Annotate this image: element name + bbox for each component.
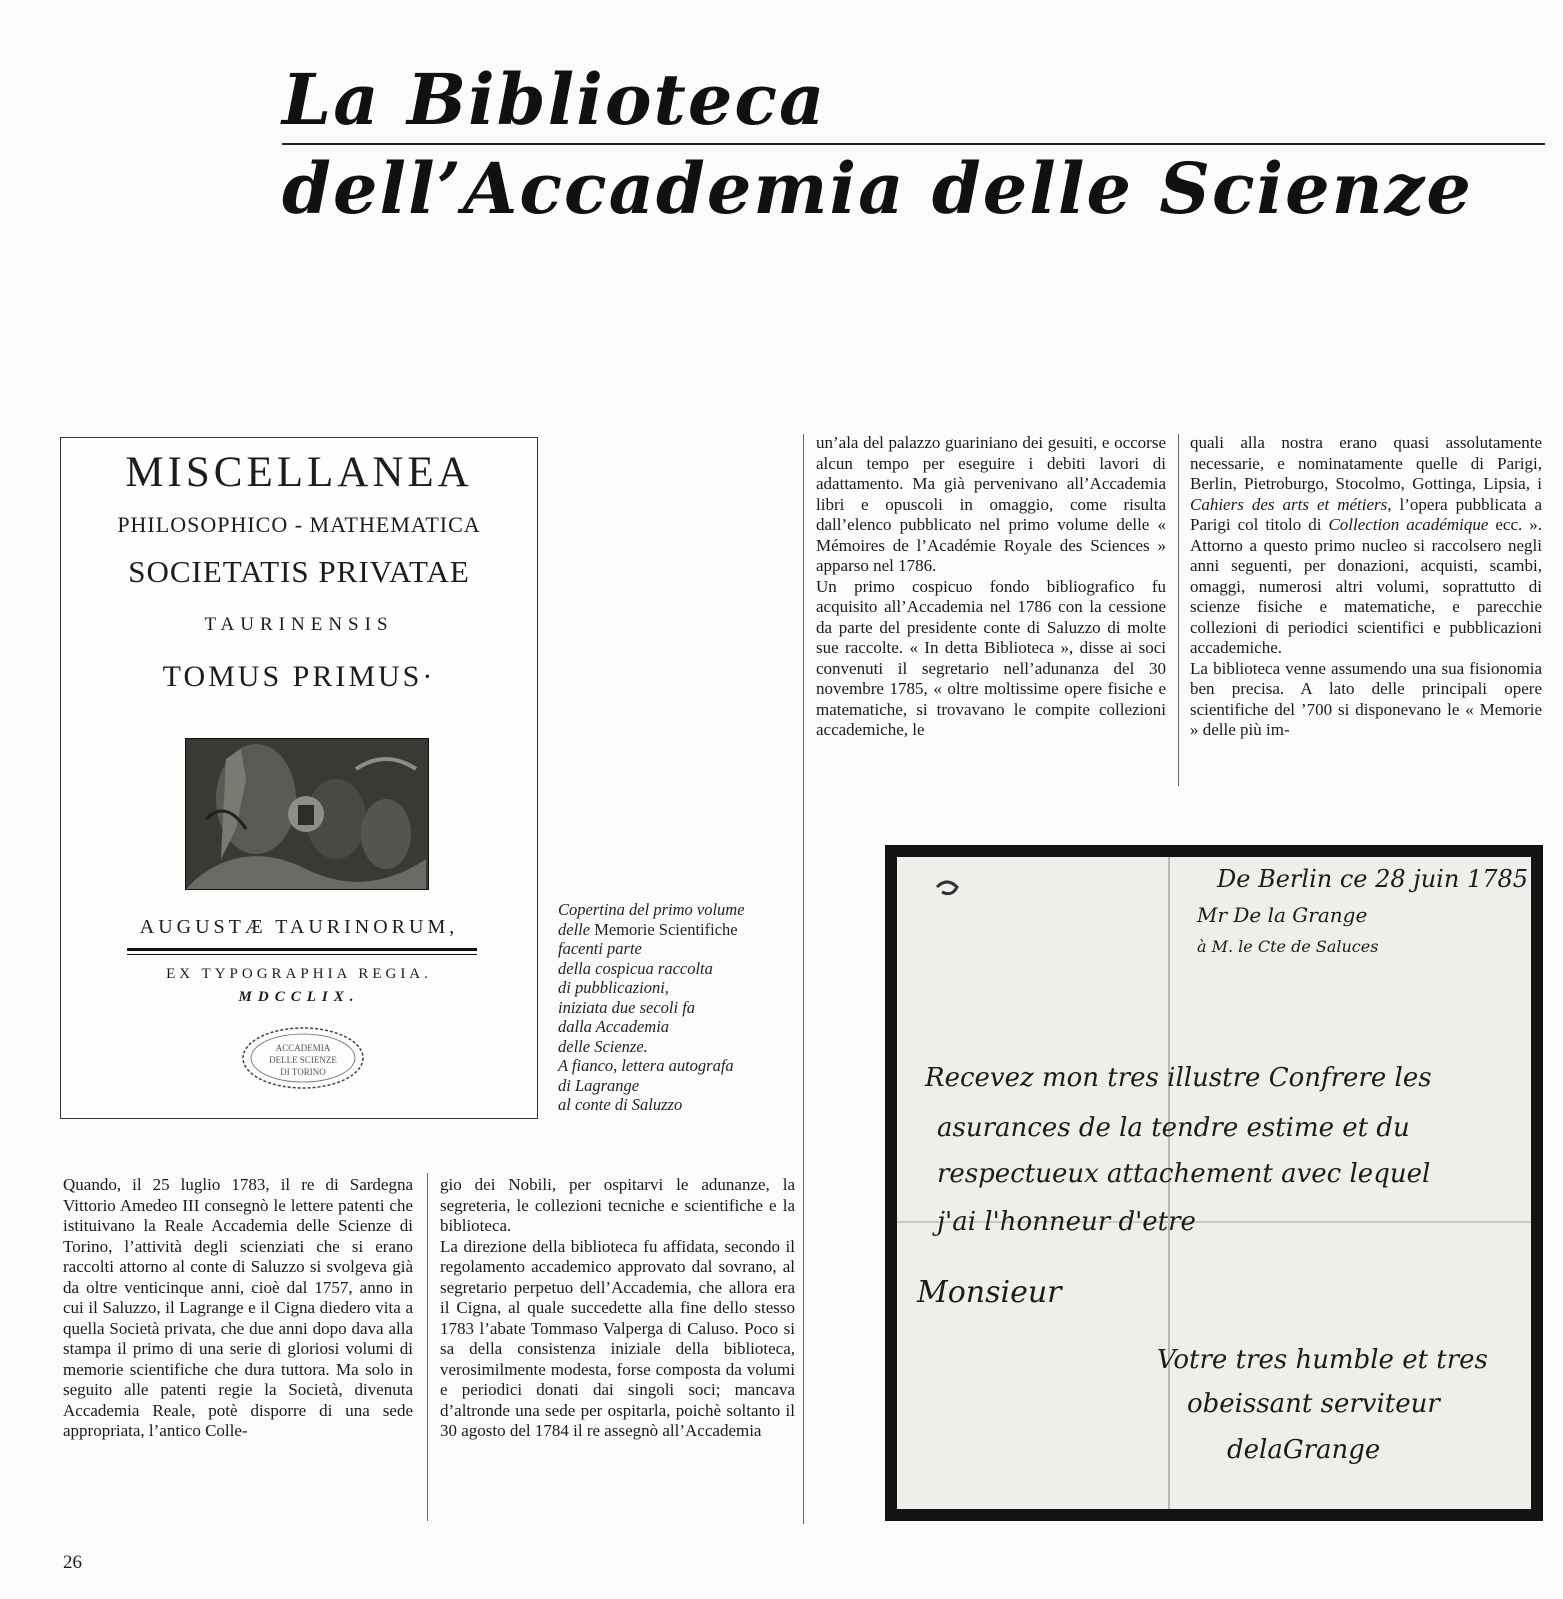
cover-rule-thin	[127, 954, 477, 955]
text-column-2	[440, 1175, 795, 1442]
book-cover-image	[60, 437, 538, 1119]
cover-imprint-place: AUGUSTÆ TAURINORUM,	[139, 916, 459, 938]
paragraph: Un primo cospicuo fondo bibliografico fu acquisito all’Accademia nel 1786 con la cessione da parte del presidente conte di Saluzzo di molte sue raccolte. « In detta Biblioteca », disse ai soci convenuti il segretario nell’adunanza del 30 novembre 1785, « oltre moltissime opere fisiche e matematiche, si trovavano le compite collezioni accademiche, le	[816, 576, 1166, 739]
letter-body-line: j'ai l'honneur d'etre	[937, 1207, 1196, 1237]
letter-closing-line: obeissant serviteur	[1187, 1389, 1440, 1419]
caption-line: al conte di Saluzzo	[558, 1095, 683, 1114]
letter-closing-line: Votre tres humble et tres	[1157, 1345, 1488, 1375]
cover-subtitle: PHILOSOPHICO - MATHEMATICA	[117, 512, 481, 537]
cover-volume: TOMUS PRIMUS·	[162, 660, 436, 693]
paragraph: gio dei Nobili, per ospitarvi le adunanze, la segreteria, le collezioni tecniche e scientifiche e la biblioteca.	[440, 1175, 795, 1235]
svg-text:ACCADEMIA: ACCADEMIA	[275, 1043, 331, 1053]
caption-line: delle Scienze.	[558, 1036, 648, 1056]
letter-paper	[897, 857, 1531, 1509]
engraving-illustration	[185, 738, 429, 890]
caption-line: A fianco, lettera autografa	[558, 1056, 734, 1075]
caption-line: Copertina del primo volume	[558, 900, 745, 919]
cover-rule	[127, 948, 477, 951]
paragraph: La biblioteca venne assumendo una sua fisionomia ben precisa. A lato delle principali opere scientifiche del ’700 si disponevano le « Memorie » delle più im-	[1190, 658, 1542, 739]
caption-line: dalla Accademia	[558, 1017, 670, 1036]
caption-line: iniziata due secoli fa	[558, 997, 696, 1017]
column-divider	[1178, 434, 1179, 786]
letter-recipient: à M. le Cte de Saluces	[1197, 937, 1379, 956]
letter-signature: delaGrange	[1227, 1435, 1381, 1465]
letter-body-line: respectueux attachement avec lequel	[937, 1159, 1431, 1189]
cover-printer: EX TYPOGRAPHIA REGIA.	[166, 966, 432, 982]
column-divider	[427, 1173, 428, 1521]
figure-caption	[558, 900, 788, 1115]
article-title-line2: dell’Accademia delle Scienze	[282, 143, 1545, 230]
caption-line: facenti parte	[558, 939, 642, 958]
svg-text:DI TORINO: DI TORINO	[280, 1067, 326, 1077]
letter-date: De Berlin ce 28 juin 1785	[1217, 865, 1529, 893]
letter-address: Monsieur	[917, 1275, 1062, 1310]
letter-body-line: Recevez mon tres illustre Confrere les	[925, 1063, 1432, 1093]
caption-line: delle Memorie Scientifiche	[558, 919, 738, 939]
paragraph: quali alla nostra erano quasi assolutamente necessarie, e nominatamente quelle di Parigi, Berlin, Pietroburgo, Stocolmo, Gottinga, Lipsia, i Cahiers des arts et métiers, l’opera pubblicata a Parigi col titolo di Collection académique ecc. ». Attorno a questo primo nucleo si raccolsero negli anni seguenti, per donazioni, acquisti, scambi, omaggi, numerosi altri volumi, soprattutto di scienze fisiche e matematiche, e parecchie collezioni di periodici scientifici e pubblicazioni accademiche.	[1190, 433, 1542, 657]
handwritten-letter-photo	[885, 845, 1543, 1521]
cover-society: SOCIETATIS PRIVATAE	[128, 554, 470, 589]
caption-line: di Lagrange	[558, 1075, 640, 1095]
cover-year: MDCCLIX.	[238, 989, 360, 1005]
cover-title: MISCELLANEA	[125, 449, 473, 496]
page-number: 26	[63, 1552, 82, 1573]
text-column-1	[63, 1175, 413, 1442]
letter-sender: Mr De la Grange	[1197, 903, 1368, 927]
svg-text:DELLE SCIENZE: DELLE SCIENZE	[269, 1055, 337, 1065]
cover-city: TAURINENSIS	[204, 614, 394, 635]
library-stamp-icon	[239, 1023, 367, 1093]
paragraph: La direzione della biblioteca fu affidata, secondo il regolamento accademico approvato dal sovrano, al segretario perpetuo dell’Accademia, che allora era il Cigna, al quale succedette alla fine dello stesso 1783 l’abate Tommaso Valperga di Caluso. Poco si sa della consistenza iniziale della biblioteca, verosimilmente modesta, forse composta da volumi e periodici donati dai singoli soci; mancava d’altronde una sede per ospitarla, poichè soltanto il 30 agosto del 1784 il re assegnò all’Accademia	[440, 1236, 795, 1440]
letter-body-line: asurances de la tendre estime et du	[937, 1113, 1410, 1143]
caption-line: di pubblicazioni,	[558, 978, 669, 997]
text-column-3	[816, 433, 1166, 741]
caption-line: della cospicua raccolta	[558, 958, 713, 978]
paragraph: Quando, il 25 luglio 1783, il re di Sardegna Vittorio Amedeo III consegnò le lettere patenti che istituivano la Reale Accademia delle Scienze di Torino, l’attività degli scienziati che si erano raccolti attorno al conte di Saluzzo si svolgeva già da oltre venticinque anni, cioè dal 1757, anno in cui il Saluzzo, il Lagrange e il Cigna diedero vita a quella Società privata, che due anni dopo dava alla stampa il primo di una serie di gloriosi volumi di memorie scientifiche che dura tuttora. Ma solo in seguito alle patenti regie la Società, divenuta Accademia Reale, potè disporre di una sede appropriata, l’antico Colle-	[63, 1175, 413, 1440]
column-divider	[803, 434, 804, 1524]
text-column-4	[1190, 433, 1542, 741]
paragraph: un’ala del palazzo guariniano dei gesuiti, e occorse alcun tempo per eseguire i debiti lavori di adattamento. Ma già pervenivano all’Accademia libri e opuscoli in omaggio, come risulta dall’elenco pubblicato nel primo volume delle « Mémoires de l’Académie Royale des Sciences » apparso nel 1786.	[816, 433, 1166, 575]
article-title-line1: La Biblioteca	[282, 58, 827, 141]
